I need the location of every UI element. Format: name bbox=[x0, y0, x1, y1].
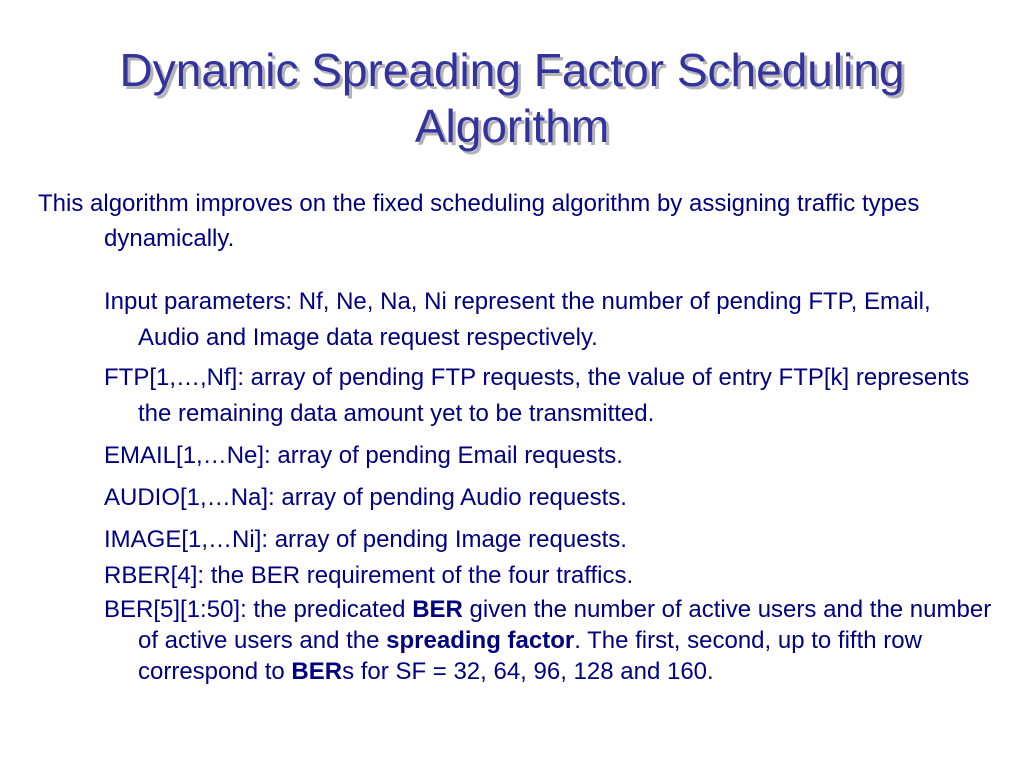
ber-text-1: BER[5][1:50]: the predicated bbox=[104, 596, 413, 623]
param-item-ber bbox=[104, 594, 994, 687]
param-item-ftp: FTP[1,…,Nf]: array of pending FTP requests, the value of entry FTP[k] represents the remaining data amount yet to be transmitted. bbox=[104, 364, 970, 427]
param-item-image: IMAGE[1,…Ni]: array of pending Image requests. bbox=[104, 526, 627, 553]
ber-bold-spreading-factor: spreading factor bbox=[386, 627, 575, 654]
parameter-list bbox=[104, 284, 994, 687]
ber-bold-1: BER bbox=[412, 596, 463, 623]
ber-bold-2: BER bbox=[291, 658, 343, 685]
param-item-rber: RBER[4]: the BER requirement of the four traffics. bbox=[104, 562, 634, 589]
param-item-audio: AUDIO[1,…Na]: array of pending Audio requests. bbox=[104, 484, 627, 511]
param-item-email: EMAIL[1,…Ne]: array of pending Email requests. bbox=[104, 442, 623, 469]
ber-text-3: . The first, second, up to fifth row correspond to bbox=[138, 627, 922, 685]
intro-paragraph: This algorithm improves on the fixed scheduling algorithm by assigning traffic types dynamically. bbox=[38, 190, 920, 252]
ber-text-4: s for SF = 32, 64, 96, 128 and 160. bbox=[342, 658, 714, 685]
ber-text-2: given the number of active users and the number of active users and the bbox=[138, 596, 992, 654]
slide-title: Dynamic Spreading Factor Scheduling Algorithm bbox=[119, 44, 905, 152]
param-item-input: Input parameters: Nf, Ne, Na, Ni represent the number of pending FTP, Email, Audio and Image data request respectively. bbox=[104, 288, 931, 351]
